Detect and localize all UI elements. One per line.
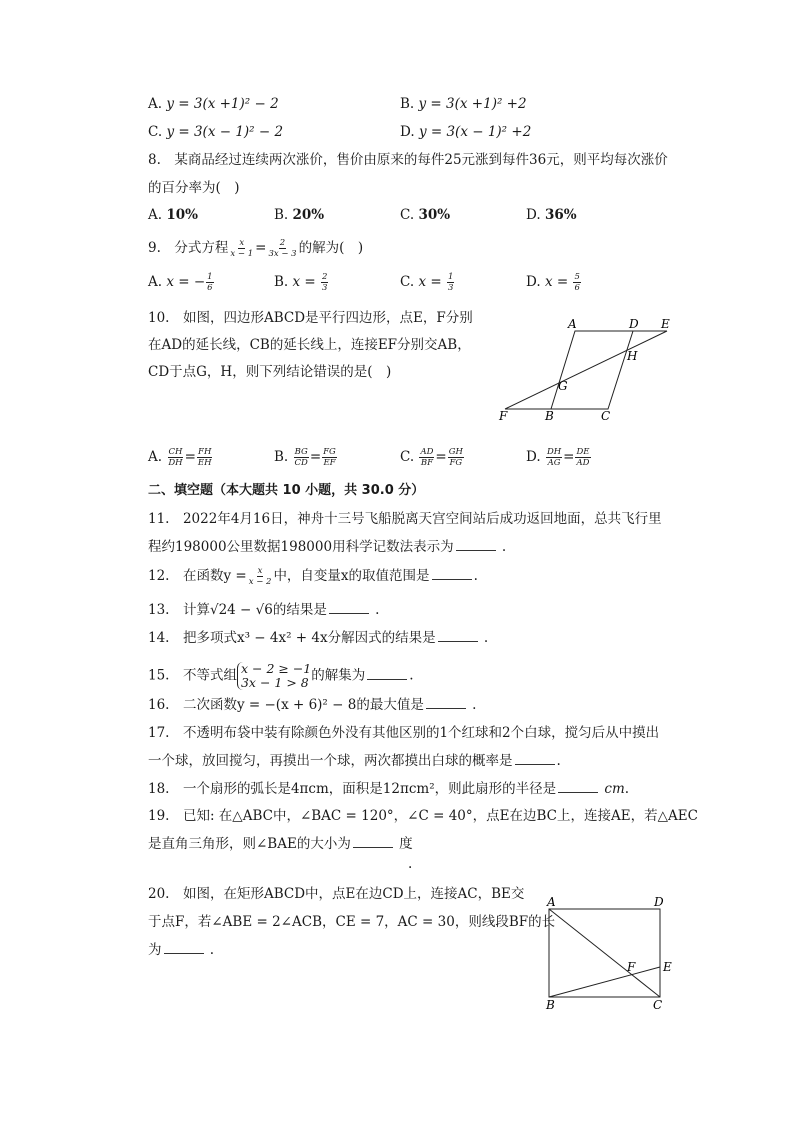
label-a: A xyxy=(547,895,556,909)
label-f: F xyxy=(627,960,636,974)
label-c: C xyxy=(653,998,663,1012)
label-e: E xyxy=(661,317,670,331)
q13-stem: 13. 计算√24 − √6的结果是 . xyxy=(148,602,380,618)
q20-answer-blank xyxy=(164,941,204,954)
q17-line1: 17. 不透明布袋中装有除颜色外没有其他区别的1个红球和2个白球，搅匀后从中摸出 xyxy=(148,725,660,741)
q9-option-c: C. x = $\frac{1}{3}$ xyxy=(400,272,454,293)
q9-lhs-fraction: $\frac{x}{x - 1}$ xyxy=(230,238,254,259)
section-heading-fill-in: 二、填空题（本大题共 10 小题，共 30.0 分） xyxy=(148,483,425,498)
label-b: B xyxy=(545,409,554,422)
label-f: F xyxy=(499,409,508,422)
q10-parallelogram-figure xyxy=(495,312,680,422)
q9-rhs-fraction: $\frac{2}{3x - 3}$ xyxy=(268,238,297,259)
q10-option-a: A. $\frac{CH}{DH}$ = $\frac{FH}{EH}$ xyxy=(148,447,212,468)
q11-line1: 11. 2022年4月16日，神舟十三号飞船脱离天宫空间站后成功返回地面，总共飞行里 xyxy=(148,511,662,527)
label-c: C xyxy=(601,409,611,422)
q15-answer-blank xyxy=(367,667,407,680)
q20-line3: 为 . xyxy=(148,942,215,958)
q9-option-a: A. x = − $\frac{1}{6}$ xyxy=(148,272,213,293)
label-d: D xyxy=(629,317,639,331)
q17-line2: 一个球，放回搅匀，再摸出一个球，两次都摸出白球的概率是 . xyxy=(148,753,561,769)
q14-answer-blank xyxy=(438,629,478,642)
q9-option-d: D. x = $\frac{5}{6}$ xyxy=(526,272,580,293)
q19-answer-blank xyxy=(353,835,393,848)
q10-option-b: B. $\frac{BG}{CD}$ = $\frac{FG}{EF}$ xyxy=(274,447,336,468)
q7-option-c: C. y = 3(x − 1)² − 2 xyxy=(148,124,284,140)
q18-stem: 18. 一个扇形的弧长是4πcm，面积是12πcm²，则此扇形的半径是 cm. xyxy=(148,781,630,797)
q10-line1: 10. 如图，四边形ABCD是平行四边形，点E，F分别 xyxy=(148,310,473,326)
segment-be xyxy=(549,967,660,997)
q8-line1: 8. 某商品经过连续两次涨价，售价由原来的每件25元涨到每件36元，则平均每次涨价 xyxy=(148,152,668,168)
q10-line3: CD于点G，H，则下列结论错误的是( ) xyxy=(148,364,392,380)
q20-line1: 20. 如图，在矩形ABCD中，点E在边CD上，连接AC，BE交 xyxy=(148,886,525,902)
label-a: A xyxy=(568,317,577,331)
q16-stem: 16. 二次函数y = −(x + 6)² − 8的最大值是 . xyxy=(148,697,477,713)
q7-option-a: A. y = 3(x +1)² − 2 xyxy=(148,96,279,112)
q9-option-b: B. x = $\frac{2}{3}$ xyxy=(274,272,328,293)
q12-stem: 12. 在函数y = $\frac{x}{x - 2}$ 中，自变量x的取值范围是 . xyxy=(148,566,478,587)
q8-option-a: A. 10% xyxy=(148,207,198,223)
diagonal-ac xyxy=(549,909,660,997)
q10-line2: 在AD的延长线，CB的延长线上，连接EF分别交AB， xyxy=(148,337,471,353)
q18-answer-blank xyxy=(558,780,598,793)
label-d: D xyxy=(654,895,664,909)
q10-option-c: C. $\frac{AD}{BF}$ = $\frac{GH}{FG}$ xyxy=(400,447,463,468)
label-g: G xyxy=(558,379,568,393)
q8-line2: 的百分率为( ) xyxy=(148,180,240,196)
q7-option-b: B. y = 3(x +1)² +2 xyxy=(400,96,527,112)
q14-stem: 14. 把多项式x³ − 4x² + 4x分解因式的结果是 . xyxy=(148,630,489,646)
q20-line2: 于点F，若∠ABE = 2∠ACB，CE = 7，AC = 30，则线段BF的长 xyxy=(148,914,556,930)
label-b: B xyxy=(546,998,555,1012)
q19-trailing-dot: . xyxy=(408,856,413,872)
parallelogram-abcd xyxy=(551,331,633,409)
label-e: E xyxy=(663,960,672,974)
q8-option-d: D. 36% xyxy=(526,207,577,223)
label-h: H xyxy=(627,349,638,363)
q10-option-d: D. $\frac{DH}{AG}$ = $\frac{DE}{AD}$ xyxy=(526,447,590,468)
q11-line2: 程约198000公里数据198000用科学记数法表示为 . xyxy=(148,539,507,555)
q19-line1: 19. 已知: 在△ABC中，∠BAC = 120°，∠C = 40°，点E在边BC上，连接AE，若△AEC xyxy=(148,808,698,824)
q15-stem: 15. 不等式组 x − 2 ≥ −1 3x − 1 > 8 的解集为 . xyxy=(148,661,414,690)
line-ef xyxy=(505,331,667,409)
q16-answer-blank xyxy=(426,696,466,709)
q11-answer-blank xyxy=(456,538,496,551)
q15-inequality-system: x − 2 ≥ −1 3x − 1 > 8 xyxy=(237,662,311,690)
q19-line2: 是直角三角形，则∠BAE的大小为 度 xyxy=(148,836,413,852)
q17-answer-blank xyxy=(515,752,555,765)
q8-option-b: B. 20% xyxy=(274,207,325,223)
q20-rectangle-figure xyxy=(540,892,680,1014)
q8-option-c: C. 30% xyxy=(400,207,451,223)
q9-stem: 9. 分式方程 $\frac{x}{x - 1}$ = $\frac{2}{3x - 3}$ 的解为( ) xyxy=(148,238,364,259)
q12-answer-blank xyxy=(432,567,472,580)
q13-answer-blank xyxy=(329,601,369,614)
q7-option-d: D. y = 3(x − 1)² +2 xyxy=(400,124,532,140)
